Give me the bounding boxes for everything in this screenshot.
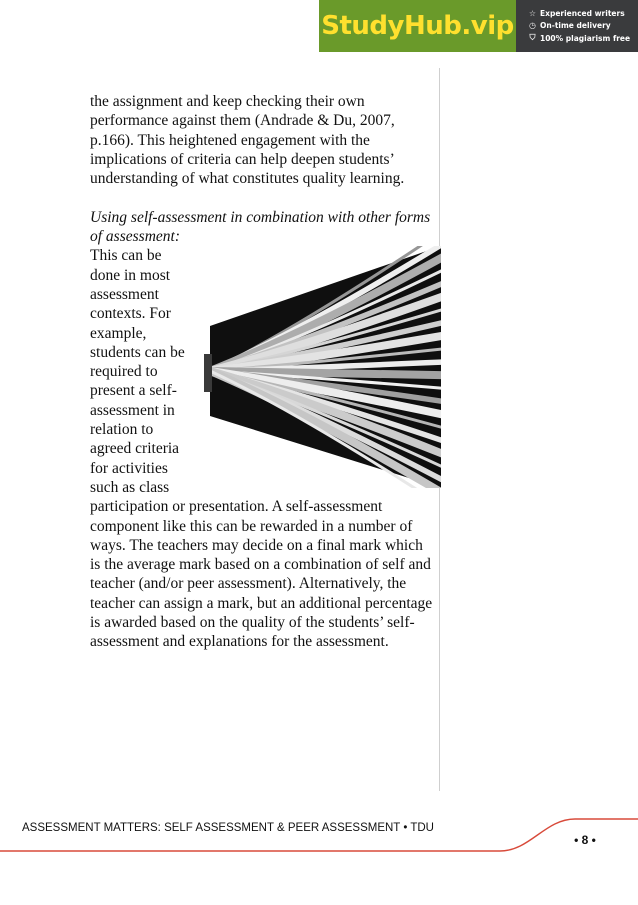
section-subheading: Using self-assessment in combination with other forms of assessment: [90,208,431,246]
shield-icon: ⛉ [529,33,536,42]
page-number: • 8 • [574,833,596,847]
clock-icon: ◷ [529,21,536,30]
studyhub-banner[interactable] [319,0,638,52]
feature-plagiarism-free [528,33,638,43]
feature-experienced-writers [528,9,638,18]
feature-on-time-delivery [528,21,638,30]
feature-label: Experienced writers [540,9,625,18]
banner-features [516,0,638,52]
book-pages-photo [200,246,441,488]
star-icon: ☆ [528,9,537,18]
fanned-pages-illustration [200,246,441,488]
body-paragraph: This can be done in most assessment contexts. For example, students can be required to present a self-assessment in relation to agreed criteria for activities such as class participation or presentation. A self-assessment component like this can be rewarded in a number of ways. The teachers may decide on a final mark which is the average mark based on a combination of self and teacher (and/or peer assessment). Alternatively, the teacher can assign a mark, but an additional percentage is awarded based on the quality of the students’ self-assessment and explanations for the assessment. [90,247,433,651]
body-paragraph: the assignment and keep checking their own performance against them (Andrade & Du, 2007, p.166). This heightened engagement with the implications of criteria can help deepen students’ understanding of what constitutes quality learning. [90,93,405,188]
page-body [90,92,435,652]
footer-title: ASSESSMENT MATTERS: SELF ASSESSMENT & PEER ASSESSMENT • TDU [22,822,434,834]
feature-label: On-time delivery [540,21,611,30]
feature-label: 100% plagiarism free [540,33,631,43]
studyhub-logo[interactable]: StudyHub.vip [319,0,516,52]
